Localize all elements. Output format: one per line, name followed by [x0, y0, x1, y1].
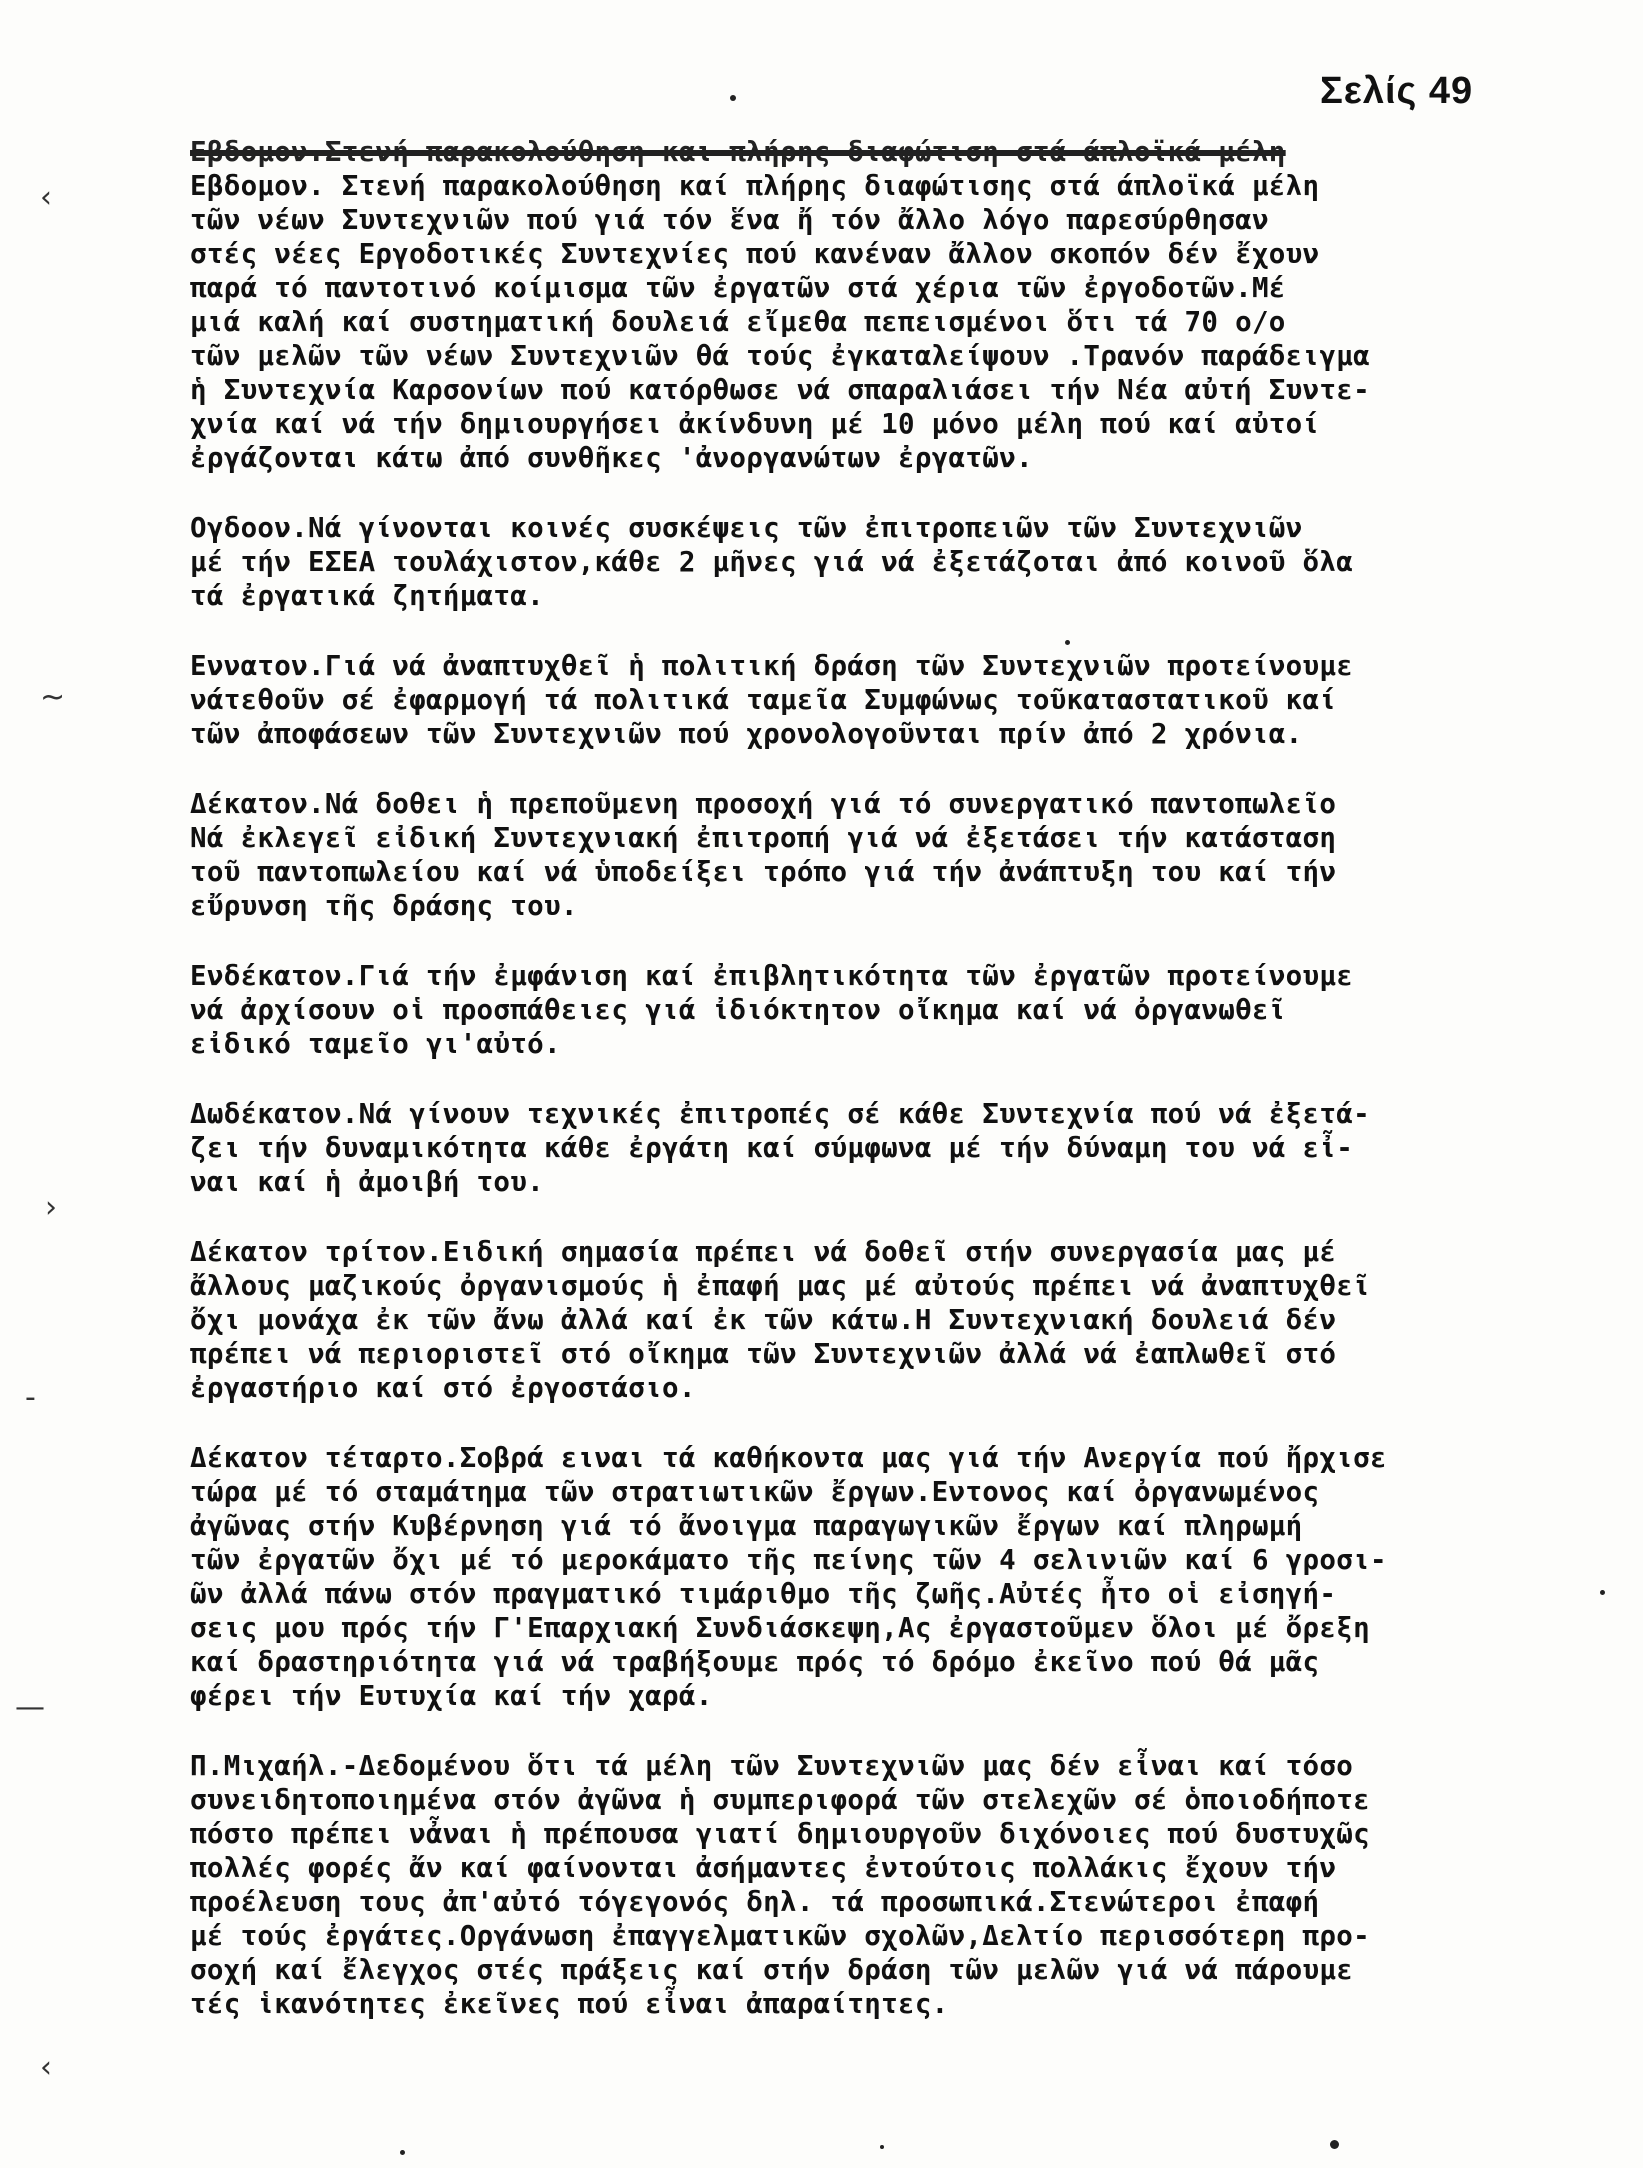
margin-mark-icon: —: [15, 1690, 45, 1725]
scan-speck: [1600, 1590, 1605, 1595]
margin-mark-icon: ~: [40, 680, 66, 715]
document-body: [190, 135, 1610, 2057]
margin-mark-icon: ‹: [40, 2050, 52, 2085]
paragraph-twelfth: Δωδέκατον.Νά γίνουν τεχνικές ἐπιτροπές σέ κάθε Συντεχνία πού νά ἐξετά- ζει τήν δυναμικότητα κάθε ἐργάτη καί σύμφωνα μέ τήν δύναμη του νά εἶ- ναι καί ἡ ἀμοιβή του.: [190, 1098, 1370, 1198]
page-number: Σελίς 49: [1320, 70, 1474, 112]
scan-speck: [730, 95, 736, 101]
margin-mark-icon: ‹: [40, 180, 52, 215]
paragraph-ninth: Εννατον.Γιά νά ἀναπτυχθεῖ ἡ πολιτική δράση τῶν Συντεχνιῶν προτείνουμε νάτεθοῦν σέ ἐφαρμογή τά πολιτικά ταμεῖα Συμφώνως τοῦκαταστατικοῦ καί τῶν ἀποφάσεων τῶν Συντεχνιῶν πού χρονολογοῦνται πρίν ἀπό 2 χρόνια.: [190, 650, 1354, 750]
paragraph-michael: Π.Μιχαήλ.-Δεδομένου ὅτι τά μέλη τῶν Συντεχνιῶν μας δέν εἶναι καί τόσο συνειδητοποιημένα στόν ἀγῶνα ἡ συμπεριφορά τῶν στελεχῶν σέ ὁποιοδήποτε πόστο πρέπει νἆναι ἡ πρέπουσα γιατί δημιουργοῦν διχόνοιες πού δυστυχῶς πολλές φορές ἄν καί φαίνονται ἀσήμαντες ἐντούτοις πολλάκις ἔχουν τήν προέλευση τους ἀπ'αὐτό τόγεγονός δηλ. τά προσωπικά.Στενώτεροι ἐπαφή μέ τούς ἐργάτες.Οργάνωση ἐπαγγελματικῶν σχολῶν,Δελτίο περισσότερη προ- σοχή καί ἔλεγχος στές πράξεις καί στήν δράση τῶν μελῶν γιά νά πάρουμε τές ἱκανότητες ἐκεῖνες πού εἶναι ἀπαραίτητες.: [190, 1750, 1370, 2020]
margin-mark-icon: -: [25, 1380, 36, 1415]
scan-speck: [880, 2145, 884, 2149]
scan-speck: [1065, 640, 1070, 645]
paragraph-eighth: Ογδοον.Νά γίνονται κοινές συσκέψεις τῶν ἐπιτροπειῶν τῶν Συντεχνιῶν μέ τήν ΕΣΕΑ τουλάχιστον,κάθε 2 μῆνες γιά νά ἐξετάζοται ἀπό κοινοῦ ὅλα τά ἐργατικά ζητήματα.: [190, 512, 1354, 612]
struck-through-line: Εβδομον.Στενή παρακολούθηση και πλήρης διαφώτιση στά άπλοϊκά μέλη: [190, 136, 1286, 168]
paragraph-eleventh: Ενδέκατον.Γιά τήν ἐμφάνιση καί ἐπιβλητικότητα τῶν ἐργατῶν προτείνουμε νά ἀρχίσουν οἱ προσπάθειες γιά ἰδιόκτητον οἴκημα καί νά ὀργανωθεῖ εἰδικό ταμεῖο γι'αὐτό.: [190, 960, 1354, 1060]
scan-speck: [1330, 2140, 1339, 2149]
paragraph-seventh: Εβδομον. Στενή παρακολούθηση καί πλήρης διαφώτισης στά άπλοϊκά μέλη τῶν νέων Συντεχνιῶν πού γιά τόν ἕνα ἤ τόν ἄλλο λόγο παρεσύρθησαν στές νέες Εργοδοτικές Συντεχνίες πού κανέναν ἄλλον σκοπόν δέν ἔχουν παρά τό παντοτινό κοίμισμα τῶν ἐργατῶν στά χέρια τῶν ἐργοδοτῶν.Μέ μιά καλή καί συστηματική δουλειά εἴμεθα πεπεισμένοι ὅτι τά 70 ο/ο τῶν μελῶν τῶν νέων Συντεχνιῶν θά τούς ἐγκαταλείψουν .Τρανόν παράδειγμα ἡ Συντεχνία Καρσονίων πού κατόρθωσε νά σπαραλιάσει τήν Νέα αὐτή Συντε- χνία καί νά τήν δημιουργήσει ἀκίνδυνη μέ 10 μόνο μέλη πού καί αὐτοί ἐργάζονται κάτω ἀπό συνθῆκες 'ἀνοργανώτων ἐργατῶν.: [190, 170, 1370, 474]
margin-mark-icon: ›: [45, 1190, 57, 1225]
paragraph-thirteenth: Δέκατον τρίτον.Ειδική σημασία πρέπει νά δοθεῖ στήν συνεργασία μας μέ ἄλλους μαζικούς ὀργανισμούς ἡ ἐπαφή μας μέ αὐτούς πρέπει νά ἀναπτυχθεῖ ὄχι μονάχα ἐκ τῶν ἄνω ἀλλά καί ἐκ τῶν κάτω.Η Συντεχνιακή δουλειά δέν πρέπει νά περιοριστεῖ στό οἴκημα τῶν Συντεχνιῶν ἀλλά νά ἐαπλωθεῖ στό ἐργαστήριο καί στό ἐργοστάσιο.: [190, 1236, 1370, 1404]
paragraph-fourteenth: Δέκατον τέταρτο.Σοβρά ειναι τά καθήκοντα μας γιά τήν Ανεργία πού ἤρχισε τώρα μέ τό σταμάτημα τῶν στρατιωτικῶν ἔργων.Εντονος καί ὀργανωμένος ἀγῶνας στήν Κυβέρνηση γιά τό ἄνοιγμα παραγωγικῶν ἔργων καί πληρωμή τῶν ἐργατῶν ὄχι μέ τό μεροκάματο τῆς πείνης τῶν 4 σελινιῶν καί 6 γροσι- ῶν ἀλλά πάνω στόν πραγματικό τιμάριθμο τῆς ζωῆς.Αὐτές ἦτο οἱ εἰσηγή- σεις μου πρός τήν Γ'Επαρχιακή Συνδιάσκεψη,Ας ἐργαστοῦμεν ὅλοι μέ ὄρεξη καί δραστηριότητα γιά νά τραβήξουμε πρός τό δρόμο ἐκεῖνο πού θά μᾶς φέρει τήν Ευτυχία καί τήν χαρά.: [190, 1442, 1387, 1712]
paragraph-tenth: Δέκατον.Νά δοθει ἡ πρεποῦμενη προσοχή γιά τό συνεργατικό παντοπωλεῖο Νά ἐκλεγεῖ εἰδική Συντεχνιακή ἐπιτροπή γιά νά ἐξετάσει τήν κατάσταση τοῦ παντοπωλείου καί νά ὑποδείξει τρόπο γιά τήν ἀνάπτυξη του καί τήν εὔρυνση τῆς δράσης του.: [190, 788, 1337, 922]
scan-speck: [400, 2150, 405, 2155]
